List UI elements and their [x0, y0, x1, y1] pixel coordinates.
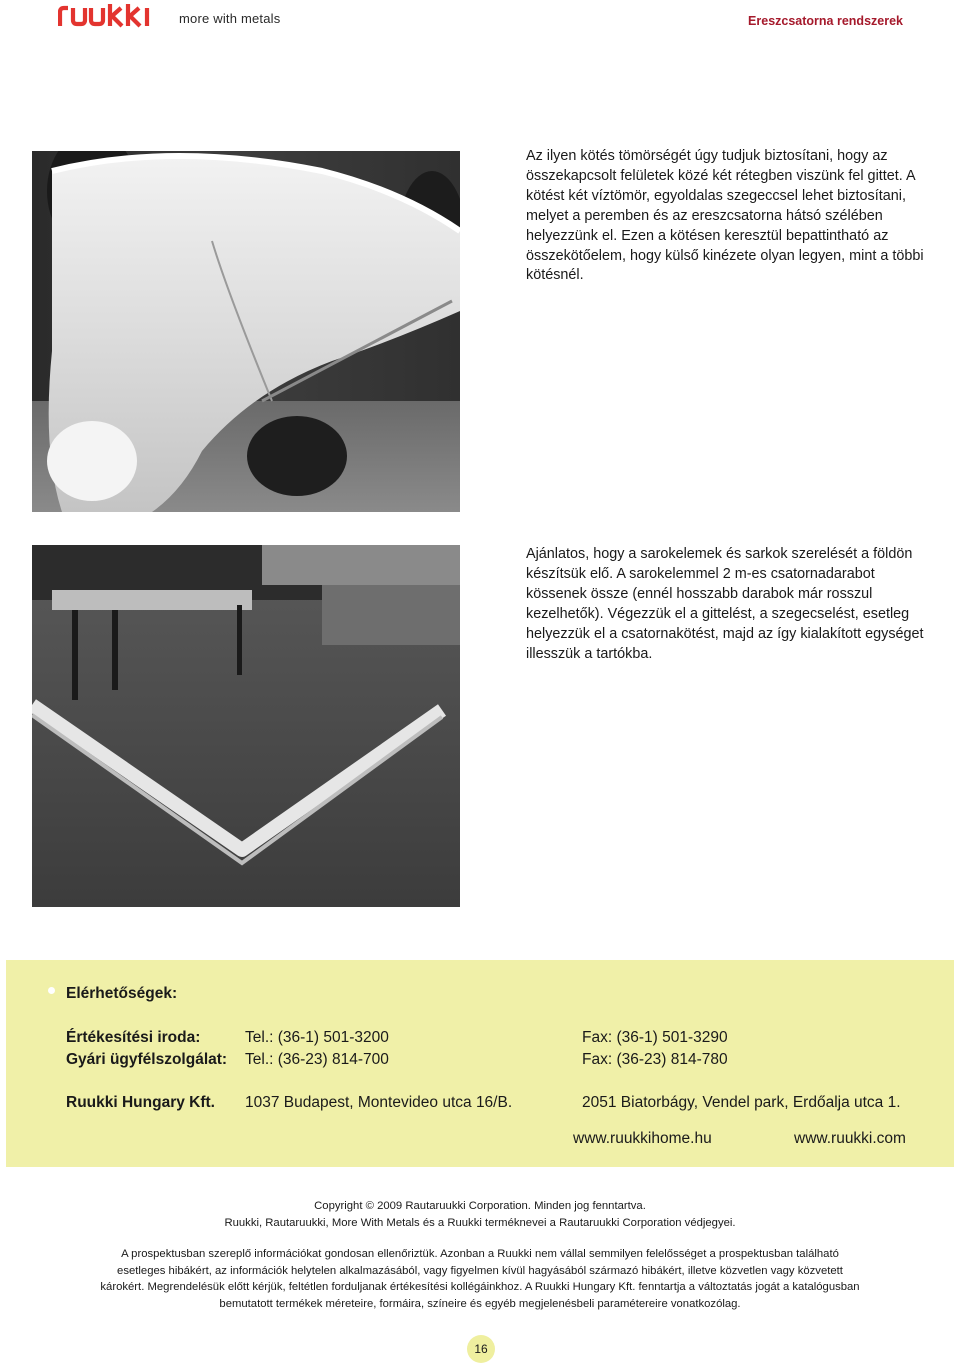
- page-number: 16: [467, 1335, 495, 1363]
- customer-service-label: Gyári ügyfélszolgálat:: [66, 1051, 228, 1068]
- contact-box: [6, 960, 954, 1167]
- ruukki-logo: [58, 2, 173, 32]
- gutter-joint-photo: [32, 151, 460, 512]
- trademark-line: Ruukki, Rautaruukki, More With Metals és a Ruukki terméknevei a Rautaruukki Corporation védjegyei.: [224, 1216, 736, 1229]
- website-link-ruukki[interactable]: www.ruukki.com: [794, 1130, 906, 1147]
- section-title: Ereszcsatorna rendszerek: [748, 14, 903, 28]
- sales-office-fax: Fax: (36-1) 501-3290: [582, 1029, 728, 1046]
- website-link-ruukkihome[interactable]: www.ruukkihome.hu: [573, 1130, 712, 1147]
- disclaimer-line: károkért. Megrendelésük előtt kérjük, feltétlen forduljanak értékesítési kollégáinkhoz. A Ruukki Hungary Kft. fenntartja a változtatás jogát a katalógusban: [100, 1281, 860, 1293]
- company-name: Ruukki Hungary Kft.: [66, 1094, 215, 1111]
- disclaimer-line: bemutatott termékek méreteire, formáira, színeire és egyéb megjelenésbeli paramétereire vonatkozólag.: [219, 1297, 741, 1310]
- customer-service-fax: Fax: (36-23) 814-780: [582, 1051, 728, 1068]
- address-biatorbagy: 2051 Biatorbágy, Vendel park, Erdőalja utca 1.: [582, 1094, 901, 1111]
- copyright-line: Copyright © 2009 Rautaruukki Corporation. Minden jog fenntartva.: [314, 1200, 646, 1212]
- address-budapest: 1037 Budapest, Montevideo utca 16/B.: [245, 1094, 513, 1111]
- joint-instructions-text: Az ilyen kötés tömörségét úgy tudjuk biztosítani, hogy az összekapcsolt felületek közé két rétegben viszünk fel gittet. A kötést két víztömör, egyoldalas szegeccsel lehet biztosítani, melyet a peremben és az ereszcsatorna hátsó szélében helyezzünk el. Ezen a kötésen keresztül bepattintható az összekötőelem, hogy külső kinézete olyan legyen, mint a többi kötésnél.: [526, 148, 924, 284]
- customer-service-tel: Tel.: (36-23) 814-700: [245, 1051, 389, 1068]
- disclaimer-line: A prospektusban szereplő információkat gondosan ellenőriztük. Azonban a Ruukki nem vállal semmilyen felelősséget a prospektusban található: [121, 1248, 839, 1260]
- contact-title: Elérhetőségek:: [66, 985, 178, 1002]
- disclaimer: [0, 1246, 960, 1312]
- sales-office-label: Értékesítési iroda:: [66, 1029, 201, 1046]
- bullet-icon: [48, 987, 55, 994]
- copyright-notice: [0, 1198, 960, 1231]
- corner-instructions-text: Ajánlatos, hogy a sarokelemek és sarkok szerelését a földön készítsük elő. A sarokelemmel 2 m-es csatornadarabot kössenek össze (ennél hosszabb darabok már rosszul kezelhetők). Végezzük el a gittelést, a szegecselést, esetleg helyezzük el a csatornakötést, majd az így kialakított egységet illesszük a tartókba.: [526, 546, 924, 662]
- brand-tagline: more with metals: [179, 11, 281, 26]
- sales-office-tel: Tel.: (36-1) 501-3200: [245, 1029, 389, 1046]
- corner-assembly-photo: [32, 545, 460, 907]
- disclaimer-line: esetleges hibákért, az információk helytelen alkalmazásából, vagy figyelmen kívül hagyásából származó hibákért, illetve közvetlen vagy közvetett: [117, 1264, 843, 1277]
